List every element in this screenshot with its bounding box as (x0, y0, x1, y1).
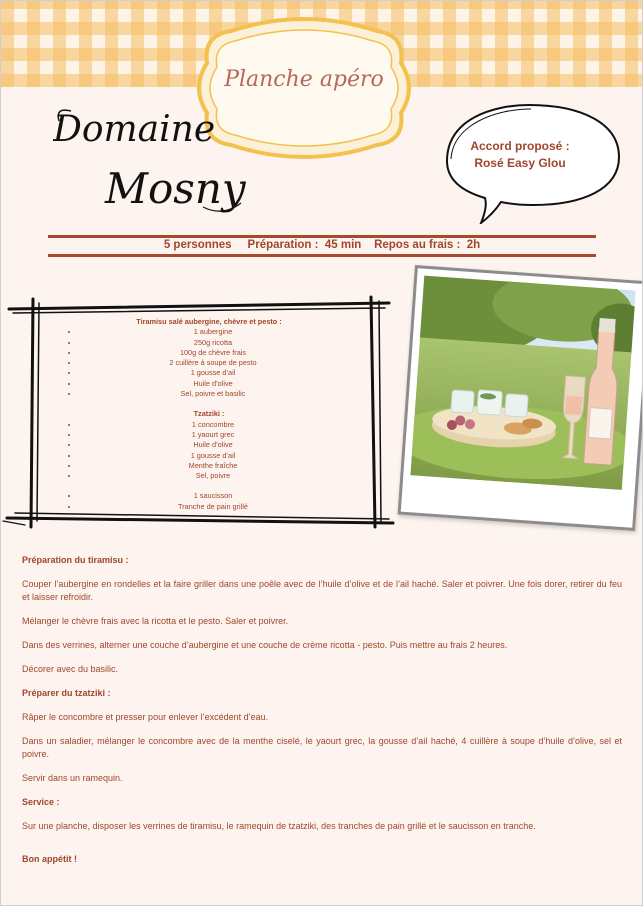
ingredient-item: • Sel, poivre et basilic (79, 389, 347, 399)
banner-title: Planche apéro (224, 67, 384, 92)
closing-text: Bon appétit ! (22, 854, 77, 864)
instructions (22, 554, 622, 877)
instruction-step: Servir dans un ramequin. (22, 773, 123, 783)
instruction-step: Sur une planche, disposer les verrines de tiramisu, le ramequin de tzatziki, des tranches de pain grillé et le saucisson en tranche. (22, 821, 536, 831)
pairing-wine: Rosé Easy Glou (474, 156, 566, 170)
ingredient-item: • 1 saucisson (79, 491, 347, 501)
ingredients-list (71, 317, 347, 512)
domaine-mosny-logo (53, 99, 253, 224)
heading-tzatziki: Préparer du tzatziki : (22, 688, 111, 698)
spacer (71, 399, 347, 409)
tzatziki-ingredients-title: Tzatziki : (193, 409, 225, 419)
recipe-meta: 5 personnes Préparation : 45 min Repos au frais : 2h (163, 239, 481, 251)
tiramisu-ingredients (71, 327, 347, 399)
svg-text:Mosny: Mosny (105, 164, 246, 213)
heading-service: Service : (22, 797, 60, 807)
instruction-step: Couper l’aubergine en rondelles et la faire griller dans une poêle avec de l’huile d’olive et de l’ail haché. Saler et poivrer. Une fois dorer, retirer du feu et laisser refroidir. (22, 579, 622, 602)
bottom-rule (48, 254, 596, 257)
ingredient-item: • Tranche de pain grillé (79, 502, 347, 512)
ingredient-item: • 250g ricotta (79, 338, 347, 348)
instruction-step: Mélanger le chèvre frais avec la ricotta et le pesto. Saler et poivrer. (22, 616, 289, 626)
tiramisu-ingredients-title: Tiramisu salé aubergine, chèvre et pesto : (136, 317, 282, 326)
svg-text:Domaine: Domaine (53, 109, 216, 150)
ingredient-item: • 1 concombre (79, 420, 347, 430)
instruction-step: Dans un saladier, mélanger le concombre avec de la menthe ciselé, le yaourt grec, la gousse d’ail haché, 4 cuillère à soupe d’huile d’olive, sel et poivre. (22, 736, 622, 759)
aperitif-photo (410, 276, 635, 490)
ingredient-item: • 2 cuillère à soupe de pesto (79, 358, 347, 368)
instruction-step: Dans des verrines, alterner une couche d’aubergine et une couche de crème ricotta - pesto. Puis mettre au frais 2 heures. (22, 640, 508, 650)
instruction-step: Décorer avec du basilic. (22, 664, 119, 674)
extra-ingredients (71, 491, 347, 512)
ingredient-item: • 1 yaourt grec (79, 430, 347, 440)
ingredient-item: • Sel, poivre (79, 471, 347, 481)
ingredient-item: • 1 gousse d’ail (79, 368, 347, 378)
ingredient-item: • 1 gousse d’ail (79, 451, 347, 461)
wine-pairing-text (441, 138, 599, 172)
spacer (71, 481, 347, 491)
tzatziki-ingredients (71, 420, 347, 482)
ingredient-item: • 100g de chèvre frais (79, 348, 347, 358)
top-rule (48, 235, 596, 238)
instruction-step: Râper le concombre et presser pour enlever l’excédent d’eau. (22, 712, 269, 722)
ingredient-item: • Huile d’olive (79, 379, 347, 389)
ingredient-item: • Huile d’olive (79, 440, 347, 450)
polaroid-photo (398, 265, 643, 531)
pairing-label: Accord proposé : (470, 139, 570, 153)
heading-prep-tiramisu: Préparation du tiramisu : (22, 555, 129, 565)
ingredient-item: • Menthe fraîche (79, 461, 347, 471)
ingredient-item: • 1 aubergine (79, 327, 347, 337)
